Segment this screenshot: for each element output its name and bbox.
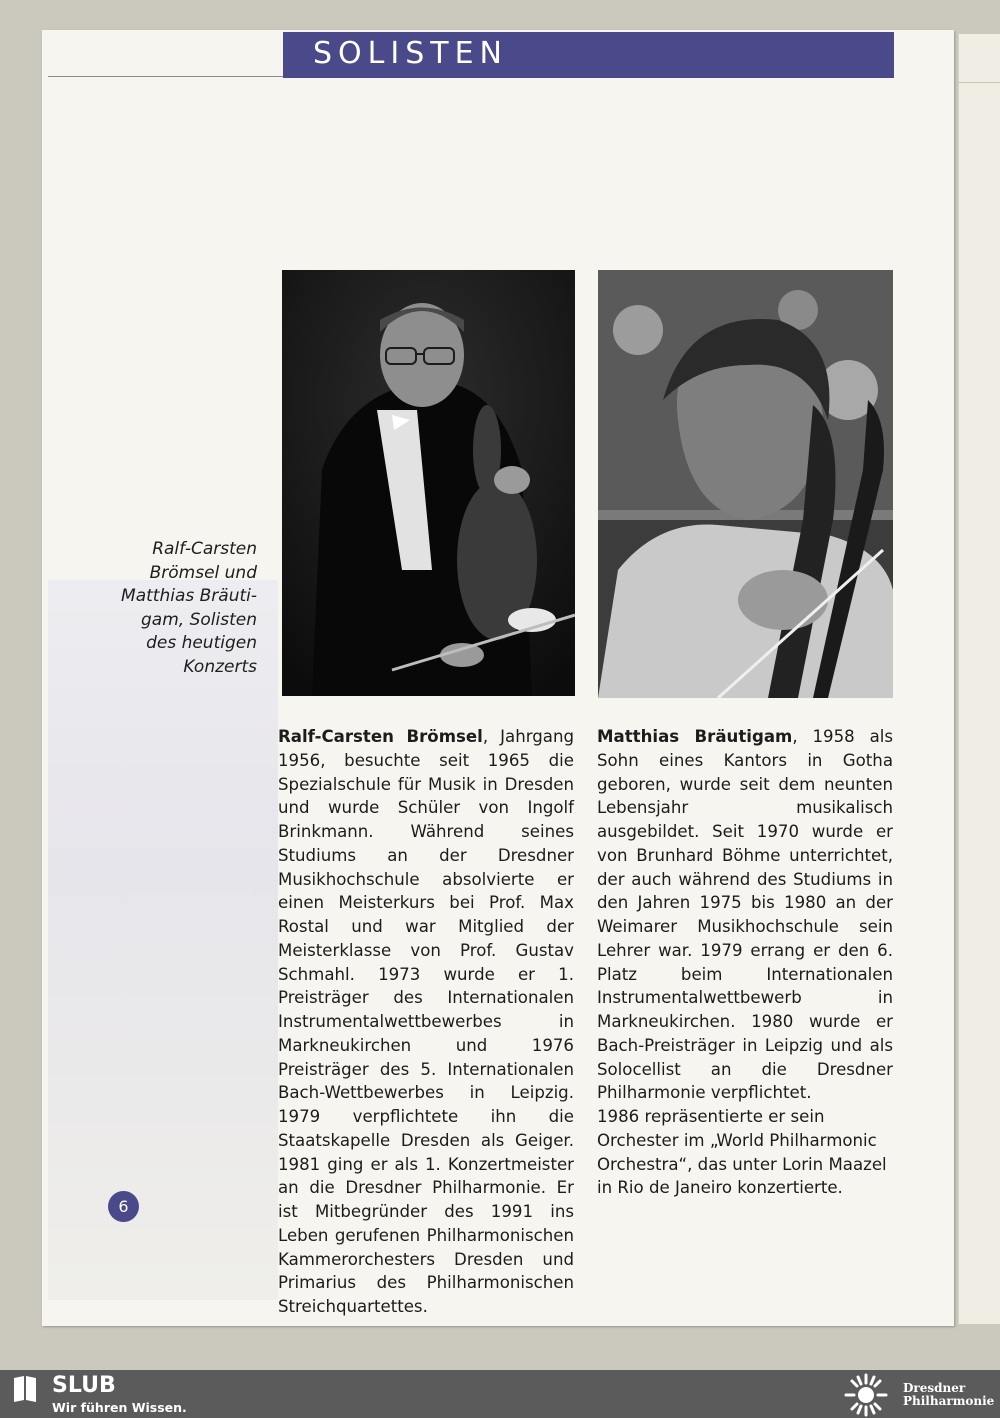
biography-paragraph: 1986 repräsentierte er sein Orchester im „World Philharmonic Orchestra“, das unter Lorin Maazel in Rio de Janeiro konzertierte. xyxy=(597,1107,887,1198)
caption-line: gam, Solisten xyxy=(141,609,257,630)
book-icon xyxy=(12,1374,38,1402)
photo-caption xyxy=(110,538,257,679)
biography-paragraph xyxy=(278,725,574,1319)
soloist-name: Ralf-Carsten Brömsel xyxy=(278,727,483,746)
biography-paragraph xyxy=(597,725,893,1105)
sunburst-logo-icon[interactable] xyxy=(842,1372,890,1418)
next-page-rule xyxy=(958,82,1000,83)
partner-name-line: Philharmonie xyxy=(903,1394,995,1408)
biography-text: , 1958 als Sohn eines Kantors in Gotha geboren, wurde seit dem neunten Lebensjahr musikalisch ausgebildet. Seit 1970 wurde er von Brunhard Böhme unterrichtet, der auch während des Studiums in den Jahren 1975 bis 1980 an der Weimarer Musikhochschule sein Lehrer war. 1979 errang er den 6. Platz beim Internationalen Instrumentalwettbewerb in Markneukirchen. 1980 wurde er Bach-Preisträger in Leipzig und als Solocellist an die Dresdner Philharmonie verpflichtet. xyxy=(597,727,893,1103)
caption-line: Matthias Bräuti- xyxy=(121,586,257,606)
biography-broemsel xyxy=(278,725,574,1319)
background-shade xyxy=(48,580,278,1300)
caption-line: Brömsel und xyxy=(149,562,257,583)
caption-line: des heutigen xyxy=(146,633,257,653)
partner-name xyxy=(903,1382,994,1408)
photo-cellist-portrait xyxy=(598,270,893,698)
caption-line: Konzerts xyxy=(183,656,257,677)
library-tagline: Wir führen Wissen. xyxy=(52,1400,187,1415)
soloist-name: Matthias Bräutigam xyxy=(597,727,793,746)
library-name[interactable]: SLUB xyxy=(52,1373,116,1398)
section-title: SOLISTEN xyxy=(313,36,508,71)
biography-braeutigam xyxy=(597,725,893,1200)
page-number: 6 xyxy=(108,1191,139,1222)
caption-line: Ralf-Carsten xyxy=(152,539,257,559)
header-rule xyxy=(48,76,283,77)
photo-violinist-portrait xyxy=(282,270,575,696)
next-page-edge xyxy=(958,34,1000,1324)
partner-name-line: Dresdner xyxy=(903,1381,966,1395)
biography-text: , Jahrgang 1956, besuchte seit 1965 die Spezialschule für Musik in Dresden und wurde Schüler von Ingolf Brinkmann. Während seines Studiums an der Dresdner Musikhochschule absolvierte er einen Meisterkurs bei Prof. Max Rostal und war Mitglied der Meisterklasse von Prof. Gustav Schmahl. 1973 wurde er 1. Preisträger des Internationalen Instrumentalwettbewerbes in Markneukirchen und 1976 Preisträger des 5. Internationalen Bach-Wettbewerbes in Leipzig. 1979 verpflichtete ihn die Staatskapelle Dresden als Geiger. 1981 ging er als 1. Konzertmeister an die Dresdner Philharmonie. Er ist Mitbegründer des 1991 ins Leben gerufenen Philharmonischen Kammerorchesters Dresden und Primarius des Philharmonischen Streichquartettes. xyxy=(278,727,574,1316)
